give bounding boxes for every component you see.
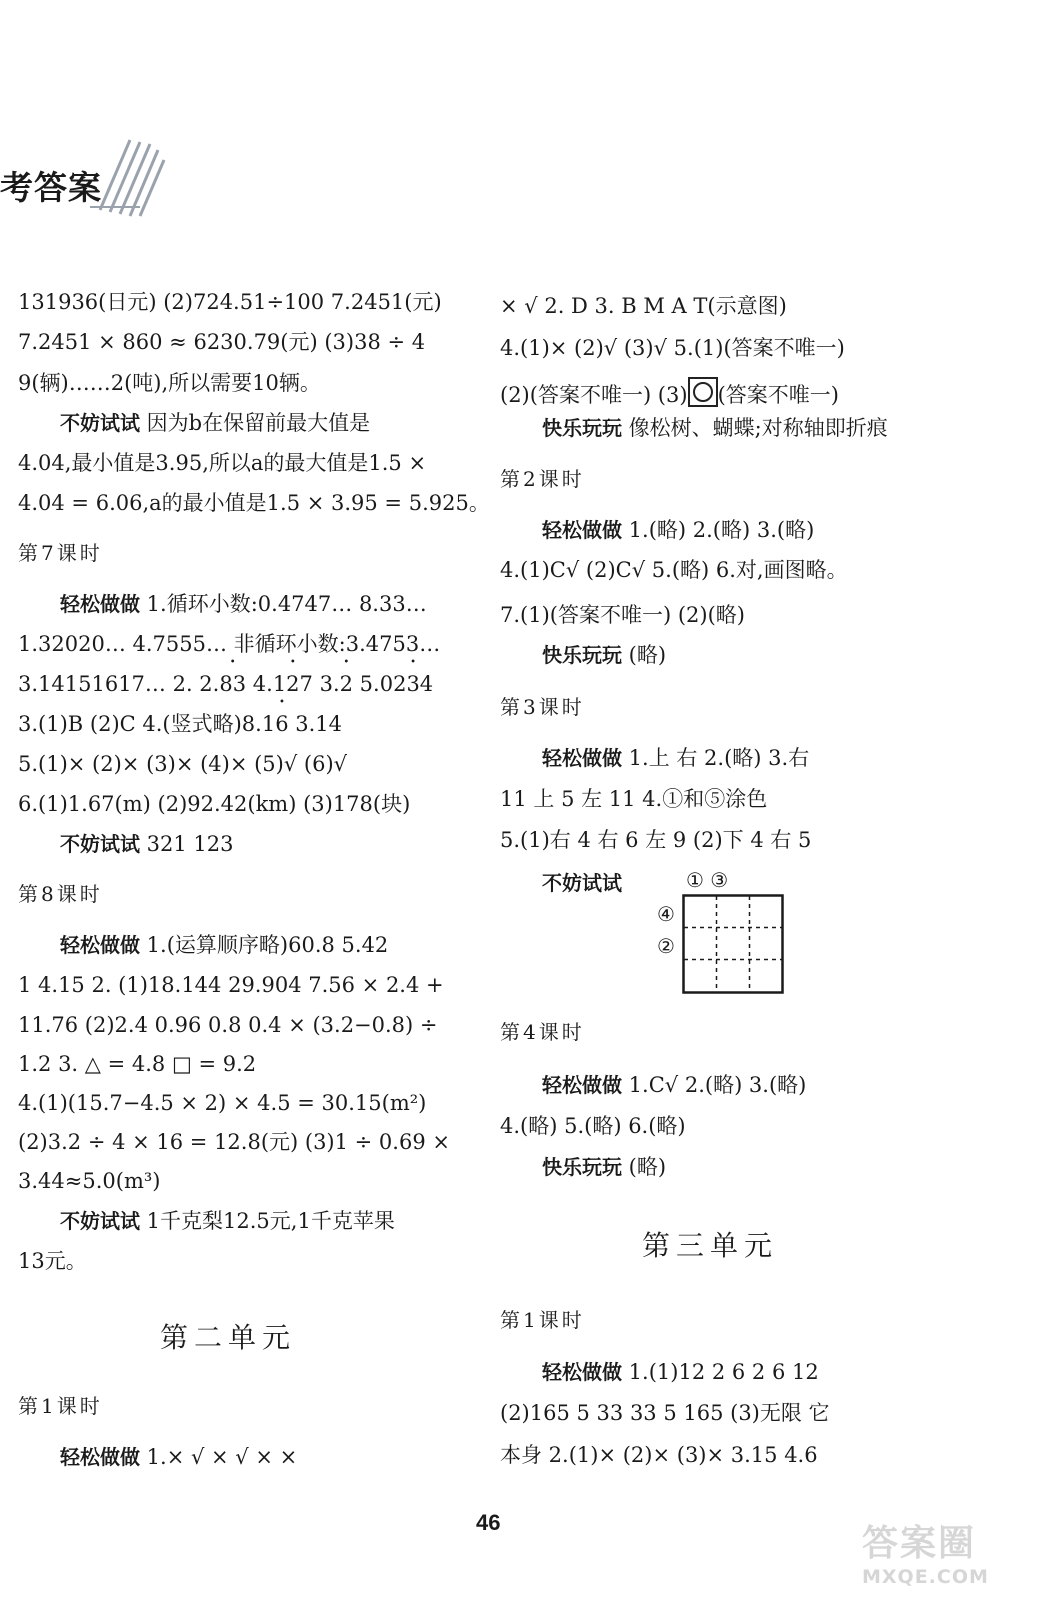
answer-line: 6.(1)1.67(m) (2)92.42(km) (3)178(块) [18, 792, 411, 816]
answer-line: 7.2451 × 860 ≈ 6230.79(元) (3)38 ÷ 4 [18, 330, 426, 354]
section-label: 轻松做做 [60, 933, 140, 957]
lesson-heading: 第3课时 [500, 695, 585, 719]
answer-line [60, 834, 234, 855]
answer-line: 5.(1)× (2)× (3)× (4)× (5)√ (6)√ [18, 752, 348, 776]
grid-top-labels: ① ③ [686, 868, 729, 892]
lesson-heading: 第1课时 [500, 1308, 585, 1332]
answer-text: 1.C√ 2.(略) 3.(略) [622, 1073, 807, 1097]
answer-text: 1.(略) 2.(略) 3.(略) [622, 518, 815, 542]
repeating-digits: • 6 [275, 712, 288, 736]
section-label: 轻松做做 [60, 592, 140, 616]
lesson-heading: 第2课时 [500, 467, 585, 491]
answer-line: (2)165 5 33 33 5 165 (3)无限 它 [500, 1401, 830, 1425]
header-decoration-icon [90, 130, 170, 220]
answer-text: 3.(1)B (2)C 4.(竖式略)8.1 [18, 712, 276, 736]
repeating-digits: • 234 [393, 672, 433, 696]
section-label: 不妨试试 [60, 832, 140, 856]
answer-text: 5.0 [353, 672, 394, 696]
answer-line: 1.32020… 4.7555… 非循环小数:3.4753… [18, 632, 441, 656]
repeating-digits: • 127 [273, 672, 313, 696]
answer-line: 131936(日元) (2)724.51÷100 7.2451(元) [18, 290, 442, 314]
grid-figure [682, 894, 786, 996]
answer-line [60, 413, 370, 434]
section-label: 不妨试试 [60, 411, 140, 435]
answer-line: 4.(1)C√ (2)C√ 5.(略) 6.对,画图略。 [500, 558, 848, 582]
repeating-digits: • 2 [340, 672, 353, 696]
answer-text: 像松树、蝴蝶;对称轴即折痕 [622, 416, 888, 440]
section-label: 轻松做做 [60, 1445, 140, 1469]
answer-line: 4.04,最小值是3.95,所以a的最大值是1.5 × [18, 451, 427, 475]
answer-line: (2)3.2 ÷ 4 × 16 = 12.8(元) (3)1 ÷ 0.69 × [18, 1130, 450, 1154]
header-title: 考答案 [0, 168, 102, 207]
answer-text: 1.上 右 2.(略) 3.右 [622, 746, 810, 770]
square-circle-icon [688, 377, 718, 407]
answer-line: 4.(略) 5.(略) 6.(略) [500, 1114, 686, 1138]
watermark [862, 1515, 1032, 1595]
section-label: 轻松做做 [542, 518, 622, 542]
answer-line [60, 935, 388, 956]
lesson-heading: 第1课时 [18, 1394, 103, 1418]
lesson-heading: 第8课时 [18, 882, 103, 906]
answer-line: 4.04 = 6.06,a的最小值是1.5 × 3.95 = 5.925。 [18, 491, 490, 515]
answer-line: 4.(1)× (2)√ (3)√ 5.(1)(答案不唯一) [500, 336, 845, 360]
answer-line [542, 1075, 806, 1096]
answer-line: 11.76 (2)2.4 0.96 0.8 0.4 × (3.2−0.8) ÷ [18, 1013, 438, 1037]
grid-left-label: ② [657, 934, 675, 958]
answer-line: 13元。 [18, 1249, 87, 1273]
answer-line: × √ 2. D 3. B M A T(示意图) [500, 294, 787, 318]
answer-text: 1.(1)12 2 6 2 6 12 [622, 1360, 819, 1384]
answer-text: 1.(运算顺序略)60.8 5.42 [140, 933, 389, 957]
answer-text: 4. [246, 672, 273, 696]
answer-line: 本身 2.(1)× (2)× (3)× 3.15 4.6 [500, 1443, 818, 1467]
answer-text: 3.14 [288, 712, 343, 736]
answer-line [60, 1447, 297, 1468]
answer-line [542, 748, 809, 769]
answer-line: 9(辆)……2(吨),所以需要10辆。 [18, 371, 321, 395]
answer-text: (略) [622, 1155, 667, 1179]
answer-line [60, 1211, 395, 1232]
answer-line [542, 1362, 819, 1383]
section-label: 快乐玩玩 [542, 416, 622, 440]
watermark-text: 答案圈 [862, 1523, 977, 1564]
answer-line [18, 674, 433, 695]
answer-text: 因为b在保留前最大值是 [140, 411, 371, 435]
answer-text: 1.循环小数:0.4747… 8.33… [140, 592, 427, 616]
page-header [0, 130, 170, 220]
answer-text: (答案不唯一) [717, 383, 839, 407]
answer-text: 321 123 [140, 832, 234, 856]
answer-line: 4.(1)(15.7−4.5 × 2) × 4.5 = 30.15(m²) [18, 1091, 427, 1115]
answer-line [542, 520, 814, 541]
page-number: 46 [476, 1510, 501, 1535]
lesson-heading: 第4课时 [500, 1020, 585, 1044]
repeating-digits: • 83 [219, 672, 246, 696]
answer-text: 3. [312, 672, 340, 696]
answer-text: (略) [622, 643, 667, 667]
watermark-url: MXQE.COM [862, 1566, 989, 1588]
answer-text: (2)(答案不唯一) (3) [500, 383, 688, 407]
answer-text: 1.× √ × √ × × [140, 1445, 298, 1469]
unit-heading: 第二单元 [160, 1321, 297, 1354]
answer-line: 1 4.15 2. (1)18.144 29.904 7.56 × 2.4 + [18, 973, 444, 997]
answer-line: 1.2 3. △ = 4.8 □ = 9.2 [18, 1052, 257, 1076]
answer-line [542, 418, 888, 439]
answer-line: 11 上 5 左 11 4.①和⑤涂色 [500, 787, 768, 811]
answer-line [542, 873, 622, 894]
section-label: 快乐玩玩 [542, 1155, 622, 1179]
section-label: 不妨试试 [60, 1209, 140, 1233]
section-label: 不妨试试 [542, 871, 622, 895]
answer-line [60, 594, 427, 615]
answer-text: 3.14151617… 2. 2. [18, 672, 220, 696]
section-label: 轻松做做 [542, 1073, 622, 1097]
section-label: 轻松做做 [542, 1360, 622, 1384]
answer-line: 3.44≈5.0(m³) [18, 1169, 161, 1193]
answer-line [542, 645, 666, 666]
answer-text: 1千克梨12.5元,1千克苹果 [140, 1209, 395, 1233]
unit-heading: 第三单元 [642, 1229, 779, 1262]
lesson-heading: 第7课时 [18, 541, 103, 565]
answer-line [500, 377, 839, 407]
answer-line [18, 714, 342, 735]
grid-left-label: ④ [657, 902, 675, 926]
answer-line: 7.(1)(答案不唯一) (2)(略) [500, 603, 745, 627]
answer-line [542, 1157, 666, 1178]
section-label: 快乐玩玩 [542, 643, 622, 667]
section-label: 轻松做做 [542, 746, 622, 770]
answer-line: 5.(1)右 4 右 6 左 9 (2)下 4 右 5 [500, 828, 812, 852]
